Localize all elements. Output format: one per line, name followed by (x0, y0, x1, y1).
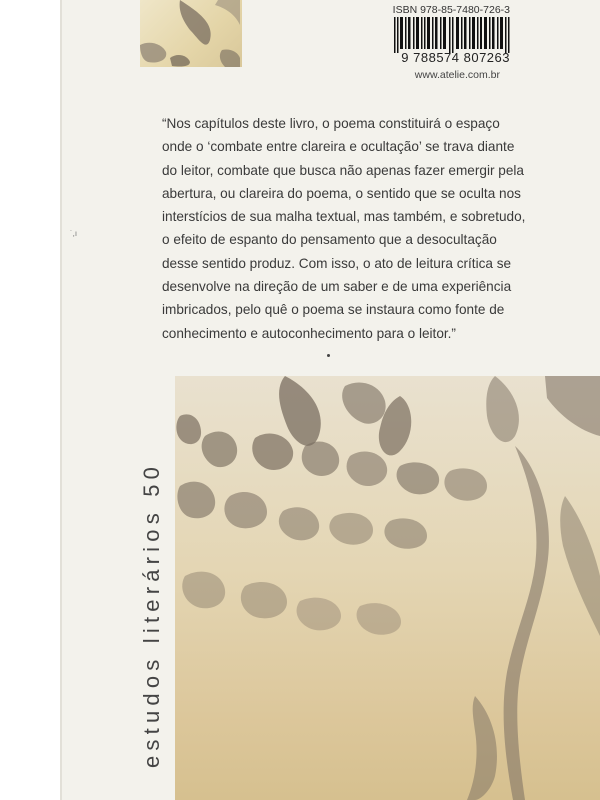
quote-line: do leitor, combate que busca não apenas fazer emergir pela (162, 162, 524, 178)
back-cover-quote (162, 112, 532, 345)
quote-line: onde o ‘combate entre clareira e ocultação’ se trava diante (162, 139, 515, 155)
quote-line: desse sentido produz. Com isso, o ato de leitura crítica se (162, 255, 512, 271)
barcode-number: 9 788574 807263 (401, 50, 510, 65)
barcode-icon (394, 17, 510, 53)
spine-edge (60, 0, 62, 800)
series-title: estudos literários 50 (139, 461, 164, 768)
barcode-block (380, 0, 510, 84)
paper-speck: ˙,ı (70, 229, 78, 238)
quote-line: abertura, ou clareira do poema, o sentido que se oculta nos (162, 185, 521, 201)
quote-line: imbricados, pelo quê o poema se instaura como fonte de (162, 302, 505, 318)
top-ink-painting (140, 0, 242, 67)
quote-line: desenvolve na direção de um saber e de uma experiência (162, 279, 512, 295)
publisher-website: www.atelie.com.br (414, 69, 500, 81)
decorative-dot (327, 354, 330, 357)
quote-line: o efeito de espanto do pensamento que a desocultação (162, 232, 497, 248)
quote-line: conhecimento e autoconhecimento para o leitor.” (162, 325, 456, 341)
quote-line: “Nos capítulos deste livro, o poema constituirá o espaço (162, 116, 500, 131)
isbn-text: ISBN 978-85-7480-726-3 (392, 4, 510, 16)
quote-line: interstícios de sua malha textual, mas também, e sobretudo, (162, 209, 526, 225)
ink-painting-artwork (175, 376, 600, 800)
